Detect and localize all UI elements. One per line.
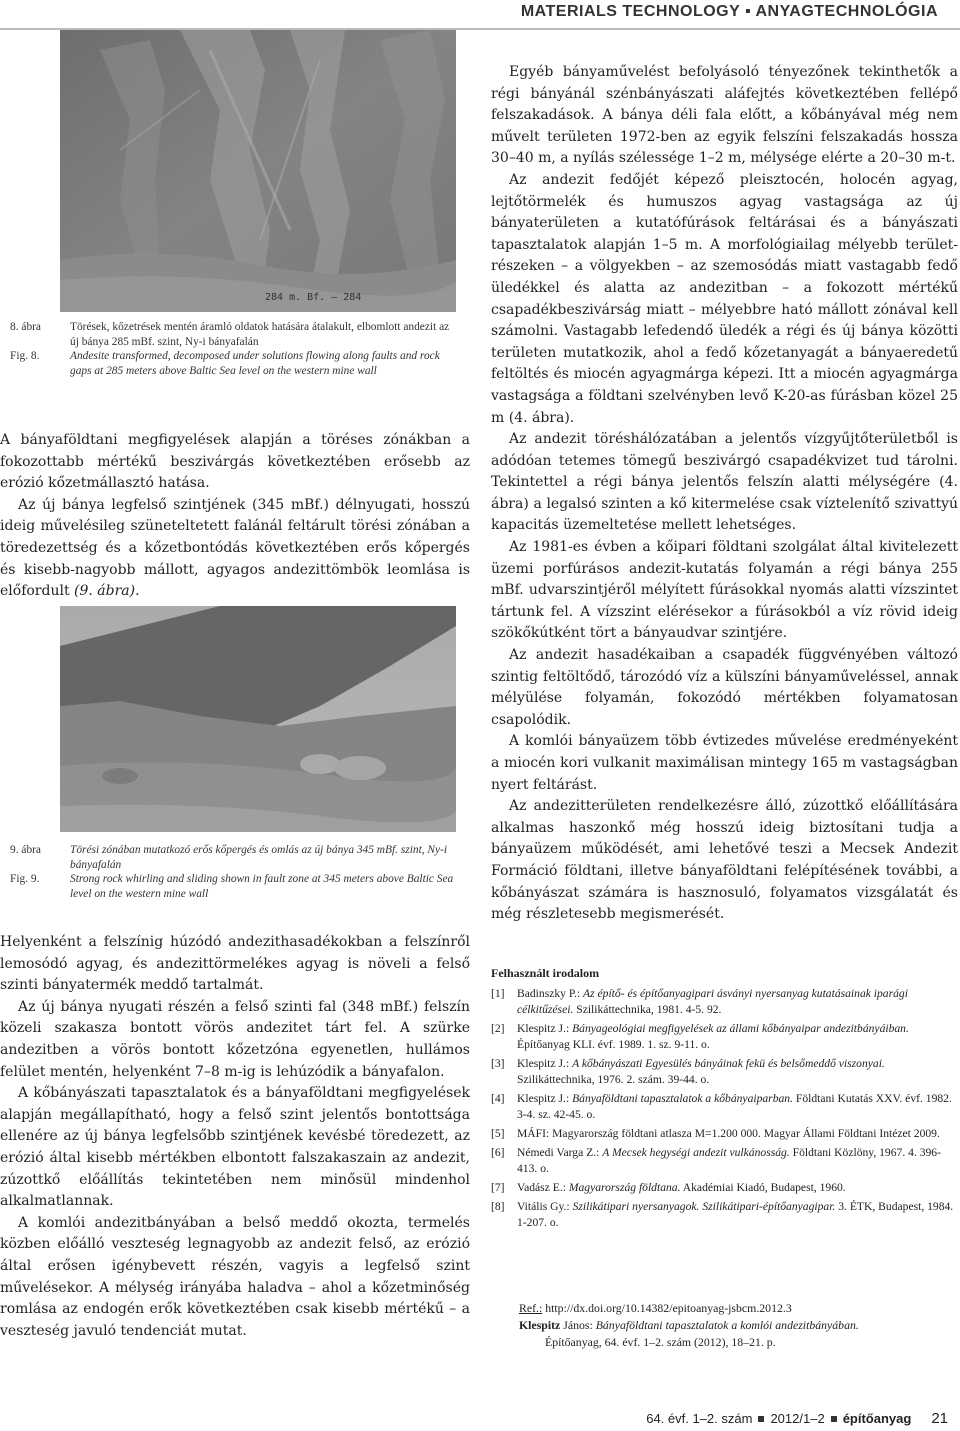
rockfall-illustration [60,606,456,832]
reference-number: [4] [491,1092,505,1105]
reference-source: Földtani Kutatás XXV. évf. 1982. 3-4. sz. 42-45. o. [517,1092,952,1121]
reference-title: Az építő- és építőanyagipari ásványi nyersanyag kutatásainak iparági célkitűzései. [517,987,908,1016]
reference-title: Bányaföldtani tapasztalatok a kőbányaiparban. [572,1092,793,1105]
caption-en-row [10,872,460,901]
reference-item [491,1091,958,1123]
reference-source: Magyarország földtani atlasza M=1.200 000. Magyar Állami Földtani Intézet 2009. [552,1127,940,1140]
page-footer [646,1410,952,1427]
reference-author: Badinszky P.: [517,987,584,1000]
paragraph: Az andezit fedőjét képező pleisztocén, holocén agyag, lejtőtörmelék és humuszos agyag vastagsága az új bányaterületen a kutatófúrások feltárásai és a bányászati tapasztalatok alapján 1–5 m. A morfológiailag mélyebb területrészeken – a völgyekben – az szemosódás miatt vastagabb fedő üledékkel és alatta az andezitban – a fokozott mértékű csapadékbeszivárság miatt – mélyebbre ható mállott zónával kell számolni. Vastagabb lefedendő üledék a régi és új bánya közötti területen mutatkozik, ahol a fedő kőzetanyagát a bányaeredetű feltöltés és miocén agyagmárga képezi. Itt a miocén agyagmárga vastagsága a földtani szelvényben levő K-20-as fúrásban közel 25 m (4. ábra). [491,171,958,426]
reference-source: Akadémiai Kiadó, Budapest, 1960. [680,1181,846,1194]
reference-number: [2] [491,1022,505,1035]
reference-author: Klespitz J.: [517,1022,573,1035]
reference-number: [1] [491,987,505,1000]
figure-9-caption [10,843,460,901]
photo-handwritten-label: 284 m. Bf. — 284 [265,292,362,303]
caption-hu-row [10,843,460,872]
reference-number: [8] [491,1200,505,1213]
doi-line [519,1300,959,1317]
reference-number: [3] [491,1057,505,1070]
paragraph: Egyéb bányaművelést befolyásoló tényezőnek tekinthetők a régi bányánál szénbányászati aláfejtés következtében fellépő felszakadások. A bánya déli fala előtt, a kőbányával még nem művelt területen 1972-ben az egyik felszíni felszakadás hossza 30–40 m, a nyílás szélessége 1–2 m, mélysége elérte a 20–30 m-t. [491,64,958,167]
paragraph: A bányaföldtani megfigyelések alapján a töréses zónákban a fokozottabb mértékű beszivárgás következtében erősebb az erózió kőzetmállasztó hatása. [0,432,470,492]
reference-title: Szilikátipari nyersanyagok. Szilikátipari-építőanyagipar. [572,1200,836,1213]
reference-title: Magyarország földtana. [568,1181,681,1194]
reference-number: [7] [491,1181,505,1194]
caption-en-number: Fig. 9. [10,873,40,886]
figure-8-photo [60,30,456,312]
caption-hu-number: 9. ábra [10,844,41,856]
reference-source: Építőanyag KLI. évf. 1989. 1. sz. 9-11. o. [517,1038,710,1051]
figure-9-photo [60,606,456,832]
reference-author: Vadász E.: [517,1181,569,1194]
doi-label: Ref.: [519,1301,543,1315]
reference-number: [5] [491,1127,505,1140]
citation-line [519,1317,959,1334]
reference-text [517,1199,958,1231]
caption-hu-text: Törések, kőzetrések mentén áramló oldatok hatására átalakult, elbomlott andezit az új bánya 285 mBf. szint, Ny-i bányafalán [70,321,450,348]
rock-wall-illustration [60,30,456,312]
reference-title: A Mecsek hegységi andezit vulkánosság. [602,1146,790,1159]
caption-en-number: Fig. 8. [10,350,40,363]
reference-item [491,1021,958,1053]
figure-8-caption [10,320,460,378]
reference-item [491,1199,958,1231]
figure-reference: (9. ábra). [74,583,140,600]
reference-number: [6] [491,1146,505,1159]
page-number: 21 [931,1410,948,1427]
paragraph: A kőbányászati tapasztalatok és a bányaföldtani megfigyelések alapján megállapítható, hogy a felső szint jelentős bontottsága ellenére az új bánya legfelsőbb szintjének kevésbé töredezett, az erózió által kisebb mértékben elbontott falszakaszain az andezit, zúzottkő előállítás tekintetében nem minősül mindenhol alkalmatlannak. [0,1085,470,1210]
paragraph: Az új bánya nyugati részén a felső szinti fal (348 mBf.) felszín közeli szakasza bontott vörös andezitet tárt fel. A szürke andezitben a vörös bontott kőzetzóna egyenetlen, hullámos felület mentén, helyenként 7–8 m-ig is lehúzódik a bányafalon. [0,998,470,1080]
citation-author-given: János: [560,1318,596,1332]
paragraph [0,495,470,603]
reference-title: Bányageológiai megfigyelések az állami kőbányaipar andezitbányáiban. [572,1022,909,1035]
reference-item [491,986,958,1018]
reference-source: Földtani Közlöny, 1967. 4. 396-413. o. [517,1146,941,1175]
reference-author: Klespitz J.: [517,1057,573,1070]
caption-hu-number: 8. ábra [10,321,41,333]
reference-text [517,1180,958,1196]
reference-text [517,1021,958,1053]
citation-block [519,1300,959,1351]
doi-link[interactable]: http://dx.doi.org/10.14382/epitoanyag-jsbcm.2012.3 [542,1301,792,1315]
reference-text [517,986,958,1018]
citation-title: Bányaföldtani tapasztalatok a komlói andezitbányában. [595,1318,859,1332]
paragraph: Az andezit töréshálózatában a jelentős vízgyűjtőterületből is adódóan tetemes tömegű beszivárgó csapadékvizet tud tárolni. Tekintettel a régi bánya jelentős felszín alatti mélységére (4. ábra) a legalsó szinten a kő kitermelése csak víztelenítő szivattyú kapacitás üzemeltetése mellett lehetséges. [491,431,958,534]
caption-hu-text: Törési zónában mutatkozó erős kőpergés és omlás az új bánya 345 mBf. szint, Ny-i bányafalán [70,844,448,871]
references-list [491,986,958,1231]
reference-title: A kőbányászati Egyesülés bányáinak fekü és belsőmeddő viszonyai. [572,1057,885,1070]
reference-source: 3. ÉTK, Budapest, 1984. 1-207. o. [517,1200,954,1229]
reference-author: Vitális Gy.: [517,1200,573,1213]
references-title: Felhasznált irodalom [491,966,600,980]
reference-text [517,1145,958,1177]
caption-en-text: Strong rock whirling and sliding shown in fault zone at 345 meters above Baltic Sea level on the western mine wall [70,873,454,900]
footer-brand: építőanyag [842,1411,912,1426]
reference-text [517,1056,958,1088]
caption-hu-row [10,320,460,349]
right-column [491,62,958,926]
paragraph: A komlói andezitbányában a belső meddő okozta, termelés közben előálló veszteség legnagyobb az andezit felső, az erózió által erősen igénybevett részén, vagyis a legfelső szint művelésekor. A mélység irányába haladva – ahol a kőzetminőség romlása az endogén erők következtében csak kisebb mértékű – a veszteség javuló tendenciát mutat. [0,1214,470,1339]
paragraph: Az andezit hasadékaiban a csapadék függvényében változó szintig feltöltődő, tározódó víz a külszíni bányaműveléssel, annak mélyülése folyamán, fokozódó mértékben folyamatosan csapolódik. [491,647,958,728]
caption-en-row [10,349,460,378]
reference-item [491,1126,958,1142]
footer-year: 2012/1–2 [770,1411,825,1426]
citation-author-surname: Klespitz [519,1318,561,1332]
reference-author: Némedi Varga Z.: [517,1146,603,1159]
footer-issue: 64. évf. 1–2. szám [646,1411,753,1426]
reference-text [517,1126,958,1142]
paragraph: Az andezitterületen rendelkezésre álló, zúzottkő előállítására alkalmas haszonkő még hosszú ideig biztosítani tudja a bányaüzem működését, ami lehetővé teszi a Mecsek Andezit Formáció földtani, illetve bányaföldtani felépítésének további, a kőbányászat számára is hasznosuló, folyamatos vizsgálatát és még részletesebb megismerését. [491,798,958,923]
left-column-top [0,430,470,603]
square-bullet-icon [758,1416,764,1422]
reference-item [491,1145,958,1177]
journal-section-title: MATERIALS TECHNOLOGY ▪ ANYAGTECHNOLÓGIA [520,3,938,20]
left-column-bottom [0,932,470,1342]
reference-author: MÁFI: [517,1127,553,1140]
running-header [0,0,960,24]
references-section [491,965,958,1234]
reference-source: Szilikáttechnika, 1976. 2. szám. 39-44. o. [517,1073,710,1086]
paragraph-text: Az új bánya legfelső szintjének (345 mBf.) délnyugati, hosszú ideig művelésileg szüneteltetett falánál feltárult törési zónában a töredezettség és a kőzetbontódás következtében erős kőpergés és kisebb-nagyobb mállott, agyagos andezittömbök leomlása is előfordult [0,496,470,600]
citation-source: Építőanyag, 64. évf. 1–2. szám (2012), 18–21. p. [545,1335,776,1349]
paragraph: Az 1981-es évben a kőipari földtani szolgálat által kivitelezett üzemi porfúrásos andezit-kutatás folyamán a régi bánya 255 mBf. udvarszintjéről mélyített fúrásokkal nyomás alatti vízszintet tártunk fel. A vízszint elérésekor a fúrásokból a víz rövid ideig szökőkútként tört a bányaudvar szintjére. [491,539,958,642]
reference-author: Klespitz J.: [517,1092,573,1105]
caption-en-text: Andesite transformed, decomposed under solutions flowing along faults and rock gaps at 285 meters above Baltic Sea level on the western mine wall [70,350,440,377]
square-bullet-icon [831,1416,837,1422]
reference-source: Szilikáttechnika, 1981. 4-5. 92. [573,1003,722,1016]
paragraph: Helyenként a felszínig húzódó andezithasadékokban a felszínről lemosódó agyag, és andezittörmelékes agyag is növeli a felső szinti bányatermék meddő tartalmát. [0,934,470,994]
reference-text [517,1091,958,1123]
paragraph: A komlói bányaüzem több évtizedes művelése eredményeként a miocén kori vulkanit maximálisan mintegy 165 m vastagságban nyert feltárást. [491,733,958,793]
reference-item [491,1056,958,1088]
reference-item [491,1180,958,1196]
